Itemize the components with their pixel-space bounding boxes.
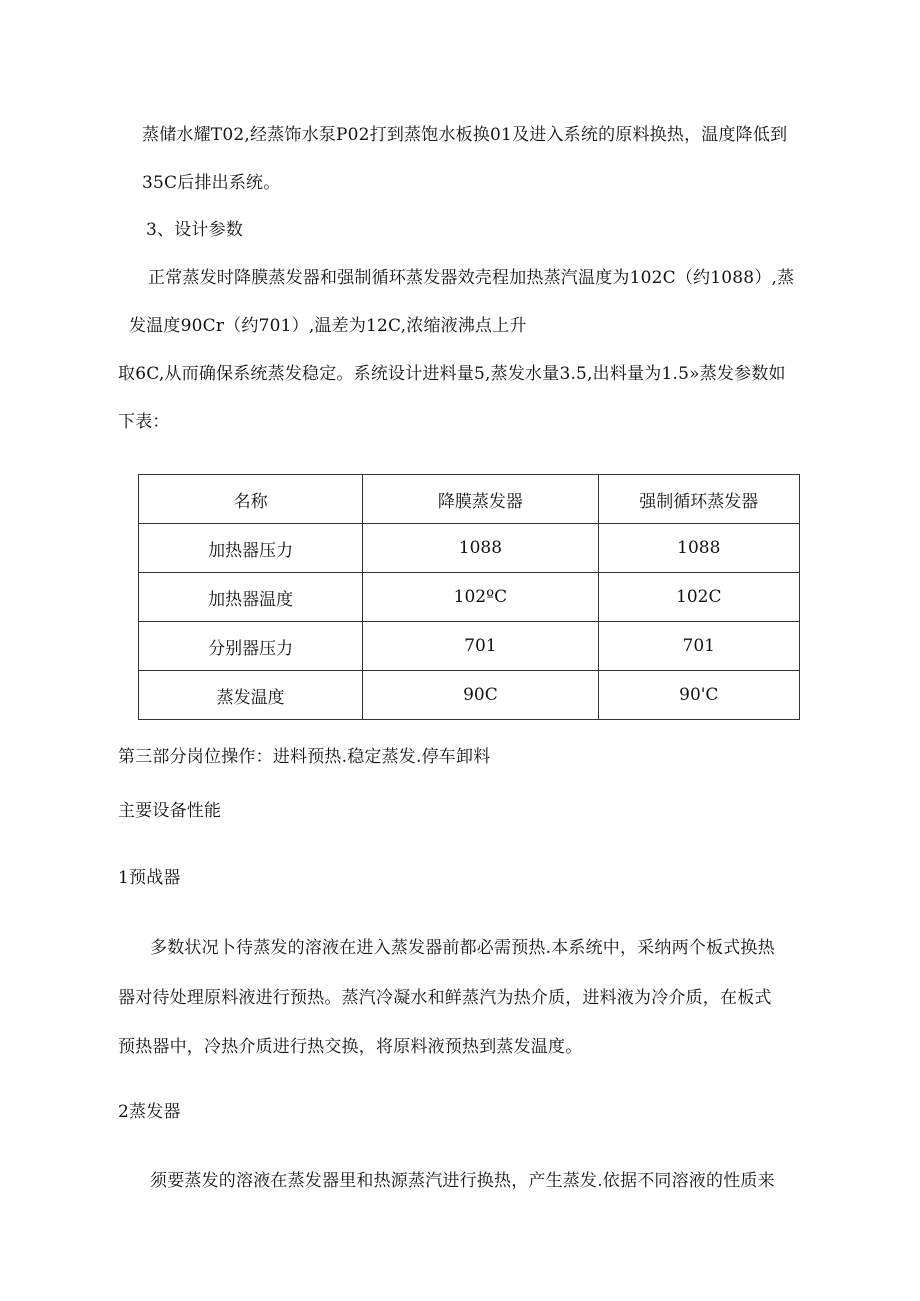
table-cell: 102C — [598, 573, 799, 622]
paragraph-line: 发温度90Cr（约701）,温差为12C,浓缩液沸点上升 — [129, 316, 527, 336]
table-header-row — [139, 475, 800, 524]
section-heading-design-parameters: 3、设计参数 — [146, 220, 244, 240]
evaporator-parameters-table — [138, 474, 800, 720]
table-row — [139, 671, 800, 720]
paragraph-line: 预热器中，冷热介质进行热交换，将原料液预热到蒸发温度。 — [118, 1037, 583, 1057]
item-heading-preheater: 1预战器 — [118, 868, 181, 888]
table-cell: 1088 — [598, 524, 799, 573]
table-cell: 701 — [363, 622, 598, 671]
paragraph-line: 下表： — [118, 412, 170, 432]
table-row — [139, 622, 800, 671]
table-cell: 102ºC — [363, 573, 598, 622]
table-cell: 90C — [363, 671, 598, 720]
paragraph-line: 35C后排出系统。 — [142, 173, 281, 193]
table-cell: 蒸发温度 — [139, 671, 363, 720]
paragraph-line: 器对待处理原料液进行预热。蒸汽冷凝水和鲜蒸汽为热介质，进料液为冷介质，在板式 — [118, 988, 772, 1008]
paragraph-line: 取6C,从而确保系统蒸发稳定。系统设计进料量5,蒸发水量3.5,出料量为1.5»蒸发参数如 — [118, 364, 786, 384]
table-header-cell: 降膜蒸发器 — [363, 475, 598, 524]
table-header-cell: 名称 — [139, 475, 363, 524]
table-row — [139, 524, 800, 573]
table-cell: 1088 — [363, 524, 598, 573]
paragraph-line: 蒸储水耀T02,经蒸饰水泵P02打到蒸饱水板换01及进入系统的原料换热，温度降低到 — [142, 125, 788, 145]
table-cell: 加热器压力 — [139, 524, 363, 573]
table-header-cell: 强制循环蒸发器 — [598, 475, 799, 524]
paragraph-line: 须要蒸发的溶液在蒸发器里和热源蒸汽进行换热，产生蒸发.依据不同溶液的性质来 — [150, 1171, 775, 1191]
item-heading-evaporator: 2蒸发器 — [118, 1102, 181, 1122]
section-heading-equipment: 主要设备性能 — [118, 801, 222, 821]
table-row — [139, 573, 800, 622]
paragraph-line: 多数状况卜待蒸发的溶液在进入蒸发器前都必需预热.本系统中，采纳两个板式换热 — [150, 938, 775, 958]
paragraph-line: 正常蒸发时降膜蒸发器和强制循环蒸发器效壳程加热蒸汽温度为102C（约1088）,蒸 — [148, 268, 795, 288]
table-cell: 分别器压力 — [139, 622, 363, 671]
table-cell: 加热器温度 — [139, 573, 363, 622]
table-cell: 701 — [598, 622, 799, 671]
section-heading-operations: 第三部分岗位操作：进料预热.稳定蒸发.停车卸料 — [118, 747, 491, 767]
table-cell: 90'C — [598, 671, 799, 720]
